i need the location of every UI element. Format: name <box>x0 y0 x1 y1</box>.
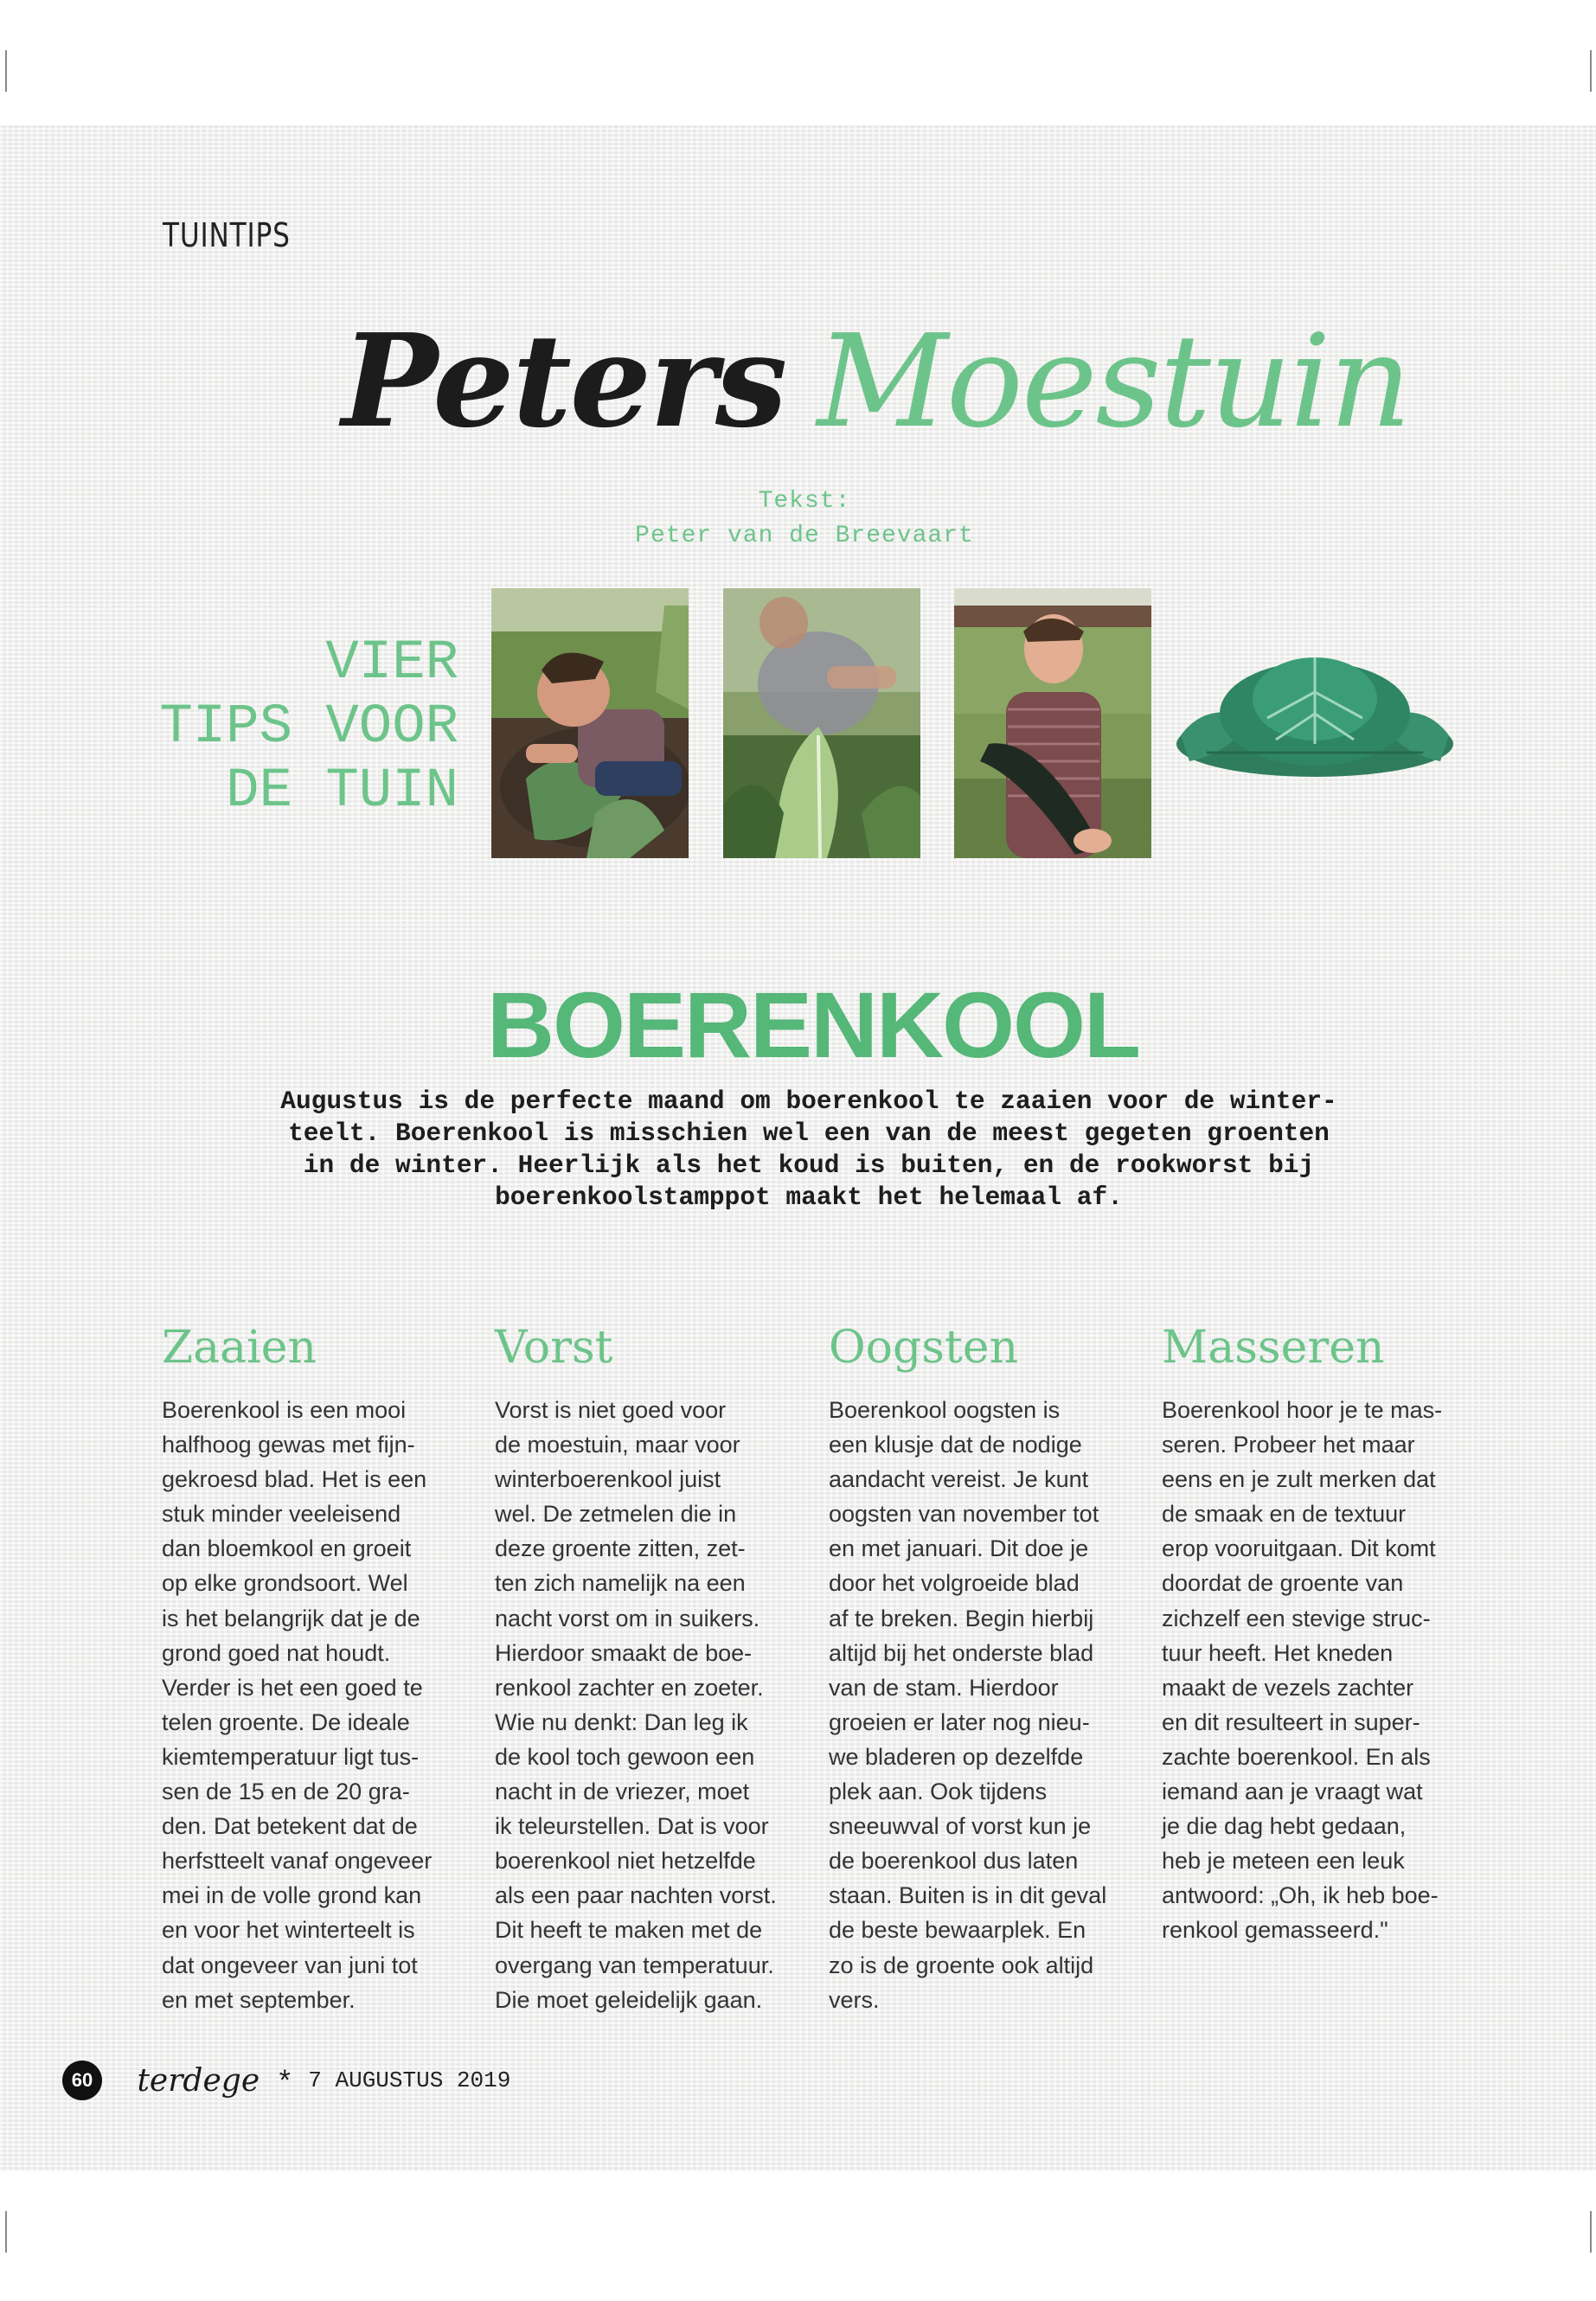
page-footer <box>62 2061 510 2100</box>
tips-line: DE TUIN <box>226 760 458 823</box>
crop-mark-bottom-left <box>5 2211 7 2253</box>
column-vorst <box>495 1322 798 2017</box>
tips-line: TIPS VOOR <box>159 696 458 759</box>
photo-plant-closeup <box>723 588 920 858</box>
column-masseren <box>1162 1322 1465 1948</box>
column-title: Oogsten <box>829 1322 1019 1374</box>
crop-mark-top-right <box>1590 50 1592 92</box>
footer-separator: * <box>279 2063 291 2097</box>
article-intro <box>260 1086 1358 1214</box>
article-headline: BOERENKOOL <box>486 972 1140 1077</box>
magazine-brand: terdege <box>137 2062 260 2099</box>
column-body: Vorst is niet goed voor de moestuin, maar voor winterboerenkool juist wel. De zetmelen die in deze groente zitten, zet- ten zich namelijk na een nacht vorst om in suikers. Hierdoor smaakt de boe- renkool zachter en zoeter. Wie nu denkt: Dan leg ik de kool toch gewoon een nacht in de vriezer, moet ik teleurstellen. Dat is voor boerenkool niet hetzelfde als een paar nachten vorst. Dit heeft te maken met de overgang van temperatuur. Die moet geleidelijk gaan. <box>495 1397 777 2013</box>
column-body: Boerenkool hoor je te mas- seren. Probeer het maar eens en je zult merken dat de smaak en de textuur erop vooruitgaan. Dit komt doordat de groente van zichzelf een stevige struc- tuur heeft. Het kneden maakt de vezels zachter en dit resulteert in super- zachte boerenkool. En als iemand aan je vraagt wat je die dag hebt gedaan, heb je meteen een leuk antwoord: „Oh, ik heb boe- renkool gemasseerd." <box>1162 1397 1443 1944</box>
issue-date: 7 AUGUSTUS 2019 <box>308 2067 511 2093</box>
intro-line: teelt. Boerenkool is misschien wel een van de meest gegeten groenten <box>288 1118 1330 1148</box>
column-oogsten <box>829 1322 1131 2017</box>
intro-line: boerenkoolstamppot maakt het helemaal af. <box>495 1183 1123 1212</box>
column-title: Masseren <box>1162 1322 1385 1374</box>
photo-courgette <box>954 588 1151 858</box>
column-title: Vorst <box>495 1322 613 1374</box>
credit-author: Peter van de Breevaart <box>635 522 974 549</box>
column-body: Boerenkool oogsten is een klusje dat de nodige aandacht vereist. Je kunt oogsten van november tot en met januari. Dit doe je door het volgroeide blad af te breken. Begin hierbij altijd bij het onderste blad van de stam. Hierdoor groeien er later nog nieu- we bladeren op dezelfde plek aan. Ook tijdens sneeuwval of vorst kun je de boerenkool dus laten staan. Buiten is in dit geval de beste bewaarplek. En zo is de groente ook altijd vers. <box>829 1397 1107 2013</box>
photo-planting <box>491 588 689 858</box>
column-body: Boerenkool is een mooi halfhoog gewas met fijn- gekroesd blad. Het is een stuk minder veeleisend dan bloemkool en groeit op elke grondsoort. Wel is het belangrijk dat je de grond goed nat houdt. Verder is het een goed te telen groente. De ideale kiemtemperatuur ligt tus- sen de 15 en de 20 gra- den. Dat betekent dat de herfstteelt vanaf ongeveer mei in de volle grond kan en voor het winterteelt is dat ongeveer van juni tot en met september. <box>162 1397 433 2013</box>
section-label: TUINTIPS <box>163 216 291 254</box>
title-part-1: Peters <box>342 305 786 456</box>
column-zaaien <box>162 1322 465 2017</box>
intro-line: in de winter. Heerlijk als het koud is buiten, en de rookworst bij <box>303 1150 1315 1180</box>
crop-mark-bottom-right <box>1590 2211 1592 2253</box>
page-number: 60 <box>62 2061 102 2100</box>
crop-mark-top-left <box>5 50 7 92</box>
column-title: Zaaien <box>162 1322 317 1374</box>
tips-line: VIER <box>325 632 458 695</box>
intro-line: Augustus is de perfecte maand om boerenkool te zaaien voor de winter- <box>280 1086 1337 1116</box>
cabbage-illustration <box>1172 631 1458 787</box>
tips-heading <box>130 631 458 824</box>
page-title <box>342 303 1410 458</box>
title-part-2: Moestuin <box>817 307 1410 456</box>
credit-label: Tekst: <box>758 488 851 515</box>
author-credit <box>588 484 1021 554</box>
